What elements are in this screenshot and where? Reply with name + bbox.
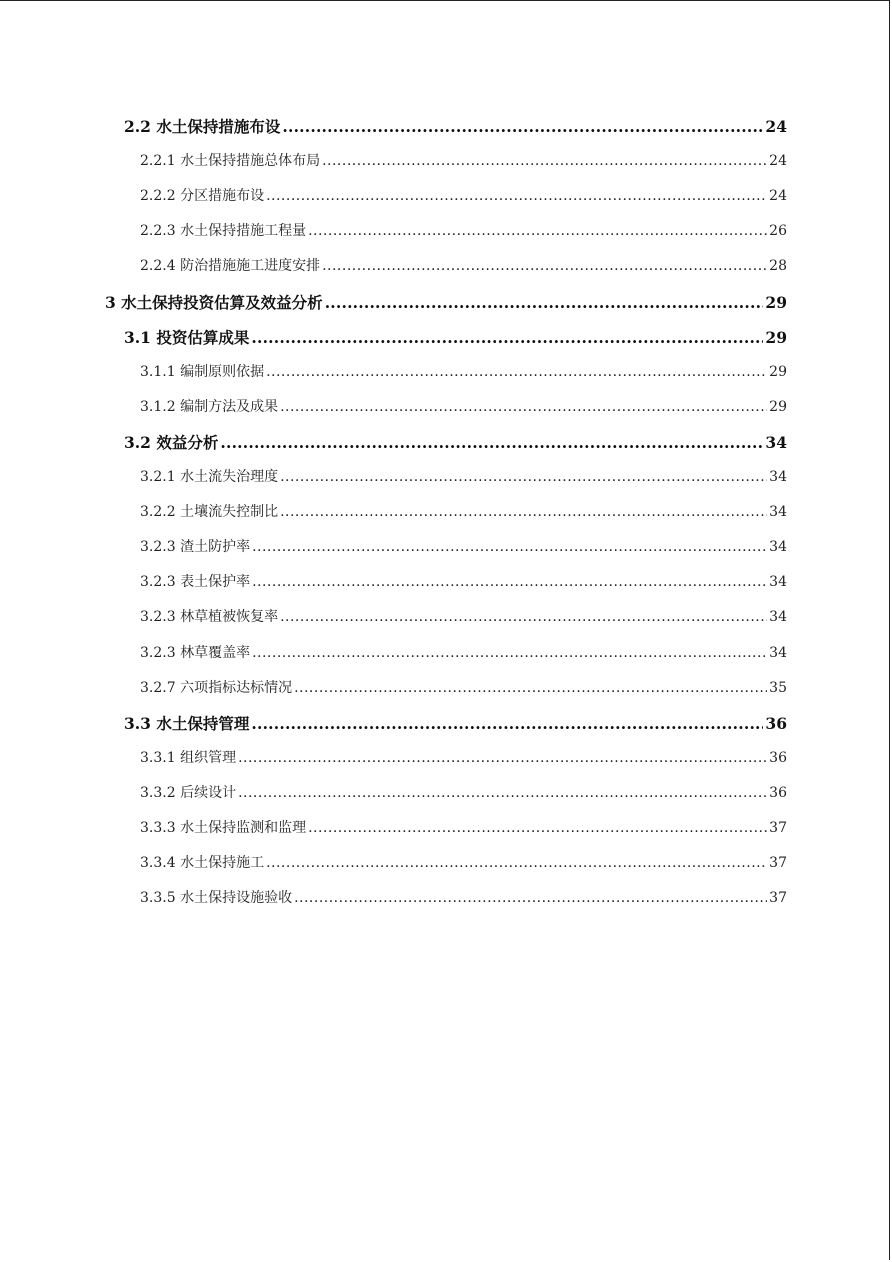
- toc-entry-page-number: 36: [769, 749, 787, 766]
- toc-entry-title: 3.3.5 水土保持设施验收: [140, 890, 293, 907]
- toc-entry-page-number: 26: [769, 223, 787, 240]
- toc-leader-dots: [294, 881, 767, 916]
- toc-entry-page-number: 24: [765, 117, 787, 136]
- toc-leader-dots: [251, 320, 763, 355]
- toc-leader-dots: [280, 460, 767, 495]
- toc-leader-dots: [294, 671, 767, 706]
- toc-leader-dots: [251, 706, 763, 741]
- toc-entry-title: 2.2.3 水土保持措施工程量: [140, 223, 307, 240]
- toc-entry-page-number: 29: [769, 398, 787, 415]
- toc-entry[interactable]: [140, 390, 787, 425]
- toc-entry-title: 3.2 效益分析: [124, 432, 219, 452]
- toc-entry[interactable]: [140, 846, 787, 881]
- toc-entry-page-number: 24: [769, 188, 787, 205]
- toc-entry[interactable]: [140, 776, 787, 811]
- toc-entry-title: 3.2.3 表土保护率: [140, 574, 251, 591]
- toc-entry-title: 3.1.1 编制原则依据: [140, 363, 265, 380]
- toc-entry-title: 3.3 水土保持管理: [124, 713, 250, 733]
- toc-entry[interactable]: [140, 495, 787, 530]
- toc-entry[interactable]: [140, 249, 787, 284]
- toc-entry-page-number: 28: [769, 258, 787, 275]
- toc-entry-title: 3.3.1 组织管理: [140, 749, 237, 766]
- toc-entry-page-number: 34: [769, 469, 787, 485]
- toc-entry[interactable]: [140, 671, 787, 706]
- toc-leader-dots: [252, 565, 767, 600]
- toc-entry[interactable]: [140, 811, 787, 846]
- toc-entry-title: 3.2.7 六项指标达标情况: [140, 679, 293, 696]
- toc-entry-title: 3.3.4 水土保持施工: [140, 855, 265, 872]
- toc-entry-title: 3.1.2 编制方法及成果: [140, 398, 279, 415]
- toc-entry-page-number: 29: [765, 292, 787, 312]
- toc-entry[interactable]: [140, 600, 787, 635]
- toc-entry-page-number: 36: [769, 784, 787, 801]
- toc-leader-dots: [282, 109, 763, 144]
- toc-entry[interactable]: [140, 636, 787, 671]
- toc-entry-title: 3.1 投资估算成果: [124, 327, 250, 347]
- toc-leader-dots: [238, 776, 767, 811]
- toc-entry-page-number: 37: [769, 855, 787, 872]
- toc-leader-dots: [266, 355, 767, 390]
- toc-entry-page-number: 29: [769, 363, 787, 380]
- toc-leader-dots: [322, 144, 767, 179]
- toc-entry[interactable]: [140, 214, 787, 249]
- toc-entry[interactable]: [140, 355, 787, 390]
- toc-entry-page-number: 37: [769, 820, 787, 836]
- toc-entry[interactable]: [124, 109, 787, 144]
- toc-entry-title: 2.2.2 分区措施布设: [140, 188, 265, 205]
- toc-leader-dots: [238, 741, 767, 776]
- toc-entry-title: 3.3.2 后续设计: [140, 784, 237, 801]
- toc-entry[interactable]: [105, 285, 787, 320]
- toc-entry-page-number: 34: [769, 539, 787, 556]
- toc-entry-title: 3.2.2 土壤流失控制比: [140, 504, 279, 521]
- toc-entry-title: 3.2.3 林草覆盖率: [140, 644, 251, 661]
- toc-entry[interactable]: [124, 706, 787, 741]
- toc-entry-title: 3.2.3 林草植被恢复率: [140, 609, 279, 626]
- toc-entry-page-number: 34: [769, 504, 787, 521]
- toc-entry[interactable]: [140, 460, 787, 495]
- toc-leader-dots: [266, 179, 767, 214]
- toc-leader-dots: [266, 846, 767, 881]
- toc-entry[interactable]: [140, 530, 787, 565]
- toc-entry-page-number: 24: [769, 153, 787, 170]
- toc-entry-page-number: 37: [769, 890, 787, 907]
- toc-leader-dots: [220, 425, 763, 460]
- toc-entry[interactable]: [140, 144, 787, 179]
- toc-entry-page-number: 34: [769, 609, 787, 626]
- toc-entry-title: 2.2 水土保持措施布设: [124, 117, 281, 136]
- toc-leader-dots: [325, 285, 764, 320]
- toc-entry[interactable]: [140, 565, 787, 600]
- toc-entry[interactable]: [140, 741, 787, 776]
- toc-entry[interactable]: [124, 425, 787, 460]
- toc-leader-dots: [322, 249, 767, 284]
- toc-leader-dots: [252, 636, 767, 671]
- toc-entry-page-number: 29: [765, 327, 787, 347]
- toc-entry[interactable]: [124, 320, 787, 355]
- toc-entry-page-number: 34: [769, 644, 787, 661]
- toc-entry-page-number: 35: [769, 679, 787, 696]
- toc-entry-title: 3.2.3 渣土防护率: [140, 539, 251, 556]
- toc-entry[interactable]: [140, 179, 787, 214]
- toc-entry-title: 2.2.1 水土保持措施总体布局: [140, 153, 321, 170]
- toc-leader-dots: [252, 530, 767, 565]
- toc-entry-page-number: 34: [765, 432, 787, 452]
- toc-leader-dots: [308, 811, 767, 846]
- toc-entry-title: 2.2.4 防治措施施工进度安排: [140, 258, 321, 275]
- toc-leader-dots: [308, 214, 767, 249]
- toc-entry-title: 3.3.3 水土保持监测和监理: [140, 820, 307, 836]
- toc-entry-title: 3.2.1 水土流失治理度: [140, 469, 279, 485]
- toc-entry[interactable]: [140, 881, 787, 916]
- toc-leader-dots: [280, 600, 767, 635]
- toc-leader-dots: [280, 495, 767, 530]
- toc-entry-title: 3 水土保持投资估算及效益分析: [105, 292, 323, 312]
- toc-entry-page-number: 34: [769, 574, 787, 591]
- toc-entry-page-number: 36: [765, 713, 787, 733]
- toc-leader-dots: [280, 390, 767, 425]
